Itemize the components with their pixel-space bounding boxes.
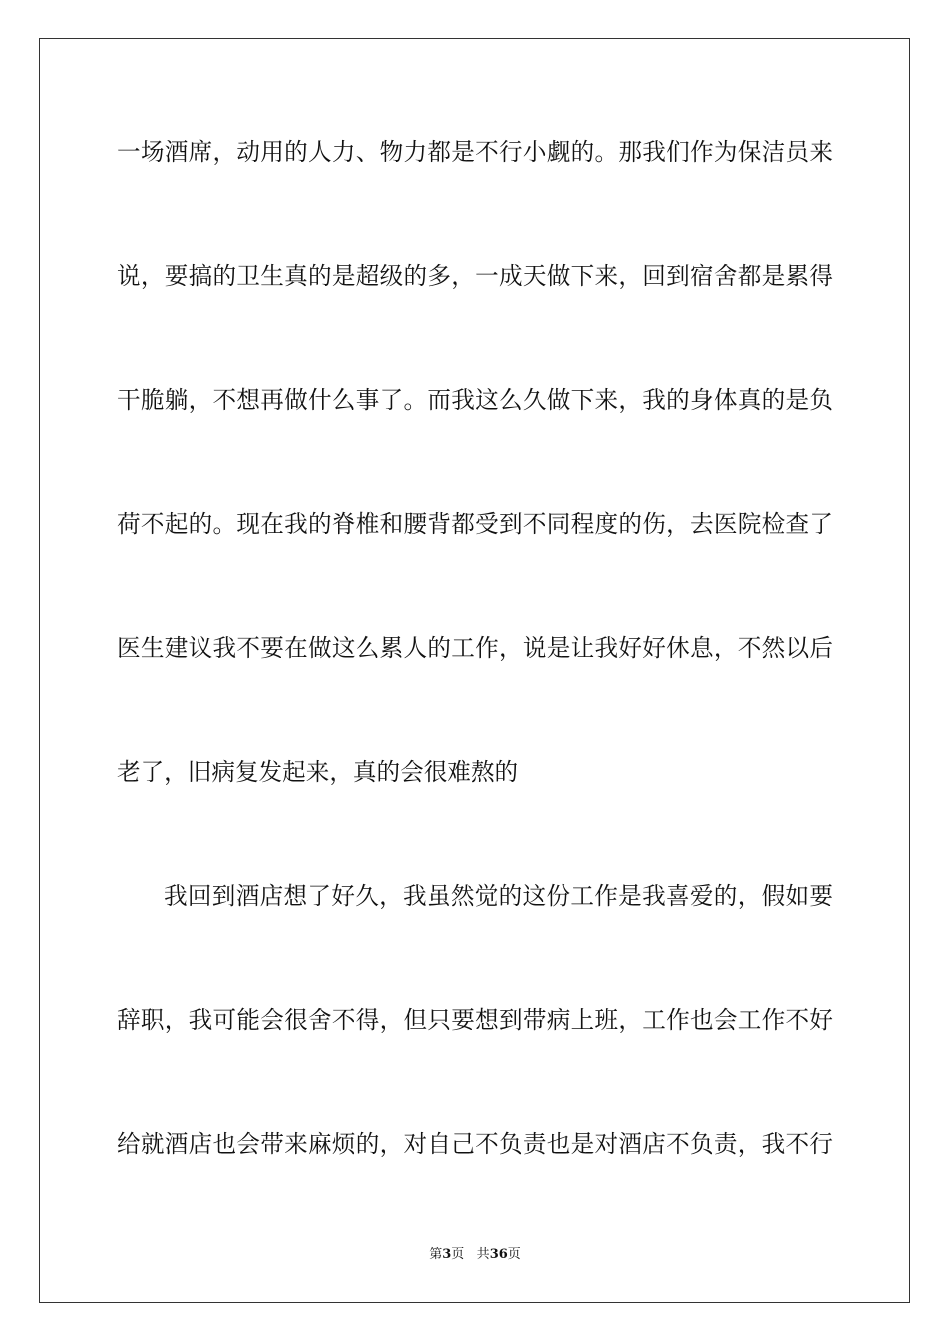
text-line-1: 一场酒席，动用的人力、物力都是不行小觑的。那我们作为保洁员来 [117, 138, 833, 166]
page-border [39, 38, 910, 1303]
text-line-3: 干脆躺，不想再做什么事了。而我这么久做下来，我的身体真的是负 [117, 386, 833, 414]
text-line-9: 给就酒店也会带来麻烦的，对自己不负责也是对酒店不负责，我不行 [117, 1130, 833, 1158]
page-footer [0, 1245, 950, 1265]
text-line-7: 我回到酒店想了好久，我虽然觉的这份工作是我喜爱的，假如要 [164, 882, 833, 910]
text-line-4: 荷不起的。现在我的脊椎和腰背都受到不同程度的伤，去医院检查了 [117, 510, 833, 538]
page-suffix: 页 [451, 1247, 465, 1262]
text-line-8: 辞职，我可能会很舍不得，但只要想到带病上班，工作也会工作不好 [117, 1006, 833, 1034]
text-line-6: 老了，旧病复发起来，真的会很难熬的 [117, 758, 519, 786]
text-line-2: 说，要搞的卫生真的是超级的多，一成天做下来，回到宿舍都是累得 [117, 262, 833, 290]
total-prefix: 共 [476, 1247, 490, 1262]
total-pages: 36 [489, 1247, 508, 1262]
text-line-5: 医生建议我不要在做这么累人的工作，说是让我好好休息，不然以后 [117, 634, 833, 662]
page-prefix: 第 [429, 1247, 443, 1262]
page-number: 3 [442, 1247, 452, 1262]
total-suffix: 页 [507, 1247, 521, 1262]
